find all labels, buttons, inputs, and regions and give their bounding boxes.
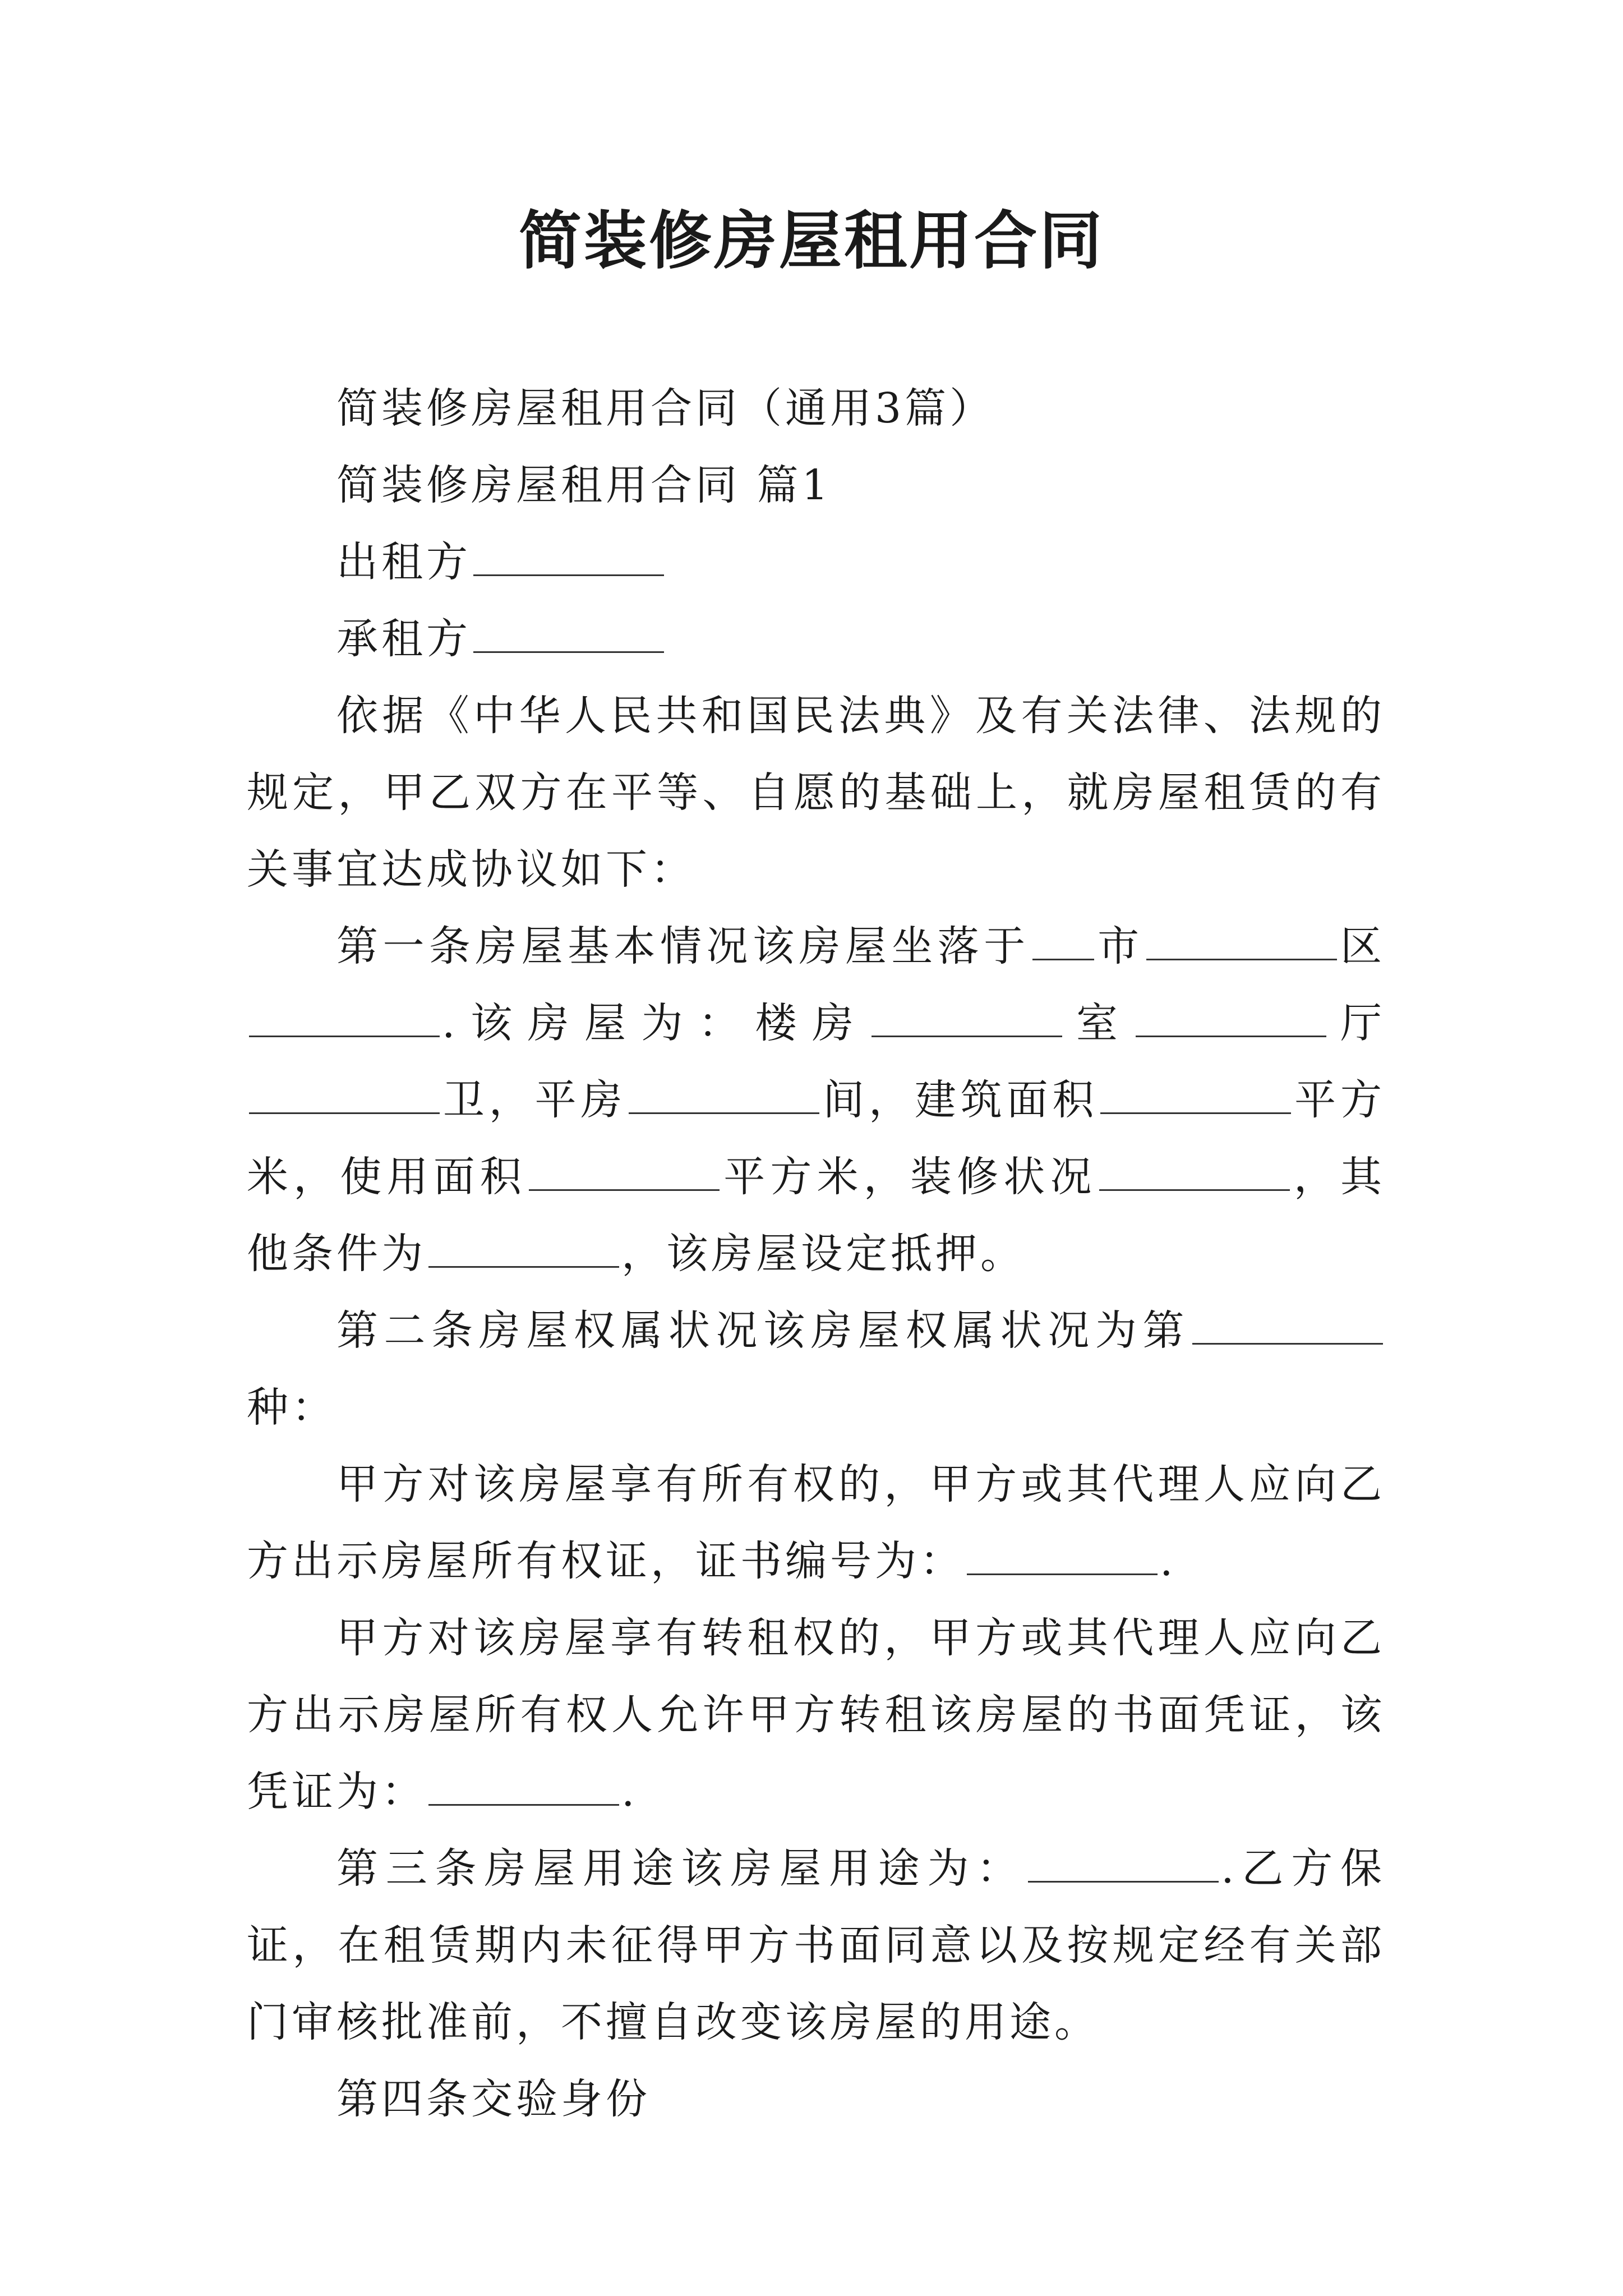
article-1-text: 室 — [1064, 999, 1133, 1047]
rooms-blank — [872, 1003, 1062, 1037]
building-area-blank — [1100, 1080, 1291, 1114]
article-1-text: 平方米，使用面积 — [247, 1076, 1386, 1201]
usable-area-blank — [529, 1157, 720, 1191]
article-2-paragraph — [247, 1292, 1385, 1446]
article-1-paragraph — [247, 908, 1385, 1292]
article-3-text: 第三条房屋用途该房屋用途为： — [336, 1844, 1026, 1893]
article-4-heading: 第四条交验身份 — [336, 2075, 651, 2123]
article-1-text: ，其他条件为 — [247, 1153, 1386, 1278]
article-1-text: 区 — [1339, 922, 1386, 970]
document-body — [247, 370, 1385, 2138]
certificate-number-blank — [967, 1541, 1158, 1575]
bathrooms-blank — [249, 1080, 440, 1114]
ownership-text: . — [1160, 1537, 1177, 1585]
article-2-sublease-paragraph — [247, 1600, 1385, 1830]
other-conditions-blank — [428, 1234, 619, 1268]
subtitle: 简装修房屋租用合同（通用3篇） — [336, 384, 995, 432]
usage-blank — [1028, 1848, 1219, 1883]
city-blank — [1032, 926, 1094, 960]
article-1-text: 市 — [1096, 922, 1144, 970]
lessee-line — [247, 601, 1385, 678]
article-1-text: .该房屋为：楼房 — [442, 999, 869, 1047]
article-1-text: 间，建筑面积 — [822, 1076, 1099, 1124]
lessor-blank — [473, 542, 664, 576]
lessor-line — [247, 524, 1385, 601]
article-2-text: 第二条房屋权属状况该房屋权属状况为第 — [336, 1306, 1190, 1355]
lessor-label: 出租方 — [336, 538, 471, 586]
section-heading: 简装修房屋租用合同 篇1 — [336, 461, 832, 509]
sublease-text: 甲方对该房屋享有转租权的，甲方或其代理人应向乙方出示房屋所有权人允许甲方转租该房屋的书面凭证，该凭证为： — [247, 1614, 1385, 1816]
lessee-label: 承租方 — [336, 615, 471, 663]
bungalow-blank — [629, 1080, 819, 1114]
lessee-blank — [473, 619, 664, 653]
article-2-ownership-paragraph — [247, 1446, 1385, 1600]
article-3-text: .乙方保证，在租赁期内未征得甲方书面同意以及按规定经有关部门审核批准前，不擅自改变该房屋的用途。 — [247, 1844, 1385, 2046]
sublease-certificate-blank — [428, 1772, 619, 1806]
article-3-paragraph — [247, 1830, 1385, 2061]
document-title: 简装修房屋租用合同 — [519, 204, 1104, 278]
ownership-type-blank — [1192, 1310, 1383, 1345]
article-1-text: 厅 — [1328, 999, 1385, 1047]
district-blank — [1146, 926, 1337, 960]
article-1-text: 第一条房屋基本情况该房屋坐落于 — [336, 922, 1030, 970]
article-1-text: 平方米，装修状况 — [722, 1153, 1097, 1201]
article-1-text: ，该房屋设定抵押。 — [621, 1230, 1025, 1278]
article-1-text: 卫，平房 — [442, 1076, 627, 1124]
ownership-text: 甲方对该房屋享有所有权的，甲方或其代理人应向乙方出示房屋所有权证，证书编号为： — [247, 1460, 1385, 1585]
sublease-text: . — [621, 1768, 638, 1816]
decoration-blank — [1099, 1157, 1290, 1191]
preamble-paragraph: 依据《中华人民共和国民法典》及有关法律、法规的规定，甲乙双方在平等、自愿的基础上，就房屋租赁的有关事宜达成协议如下： — [247, 692, 1385, 894]
address-blank — [249, 1003, 440, 1037]
article-2-text: 种： — [247, 1383, 336, 1432]
halls-blank — [1136, 1003, 1326, 1037]
